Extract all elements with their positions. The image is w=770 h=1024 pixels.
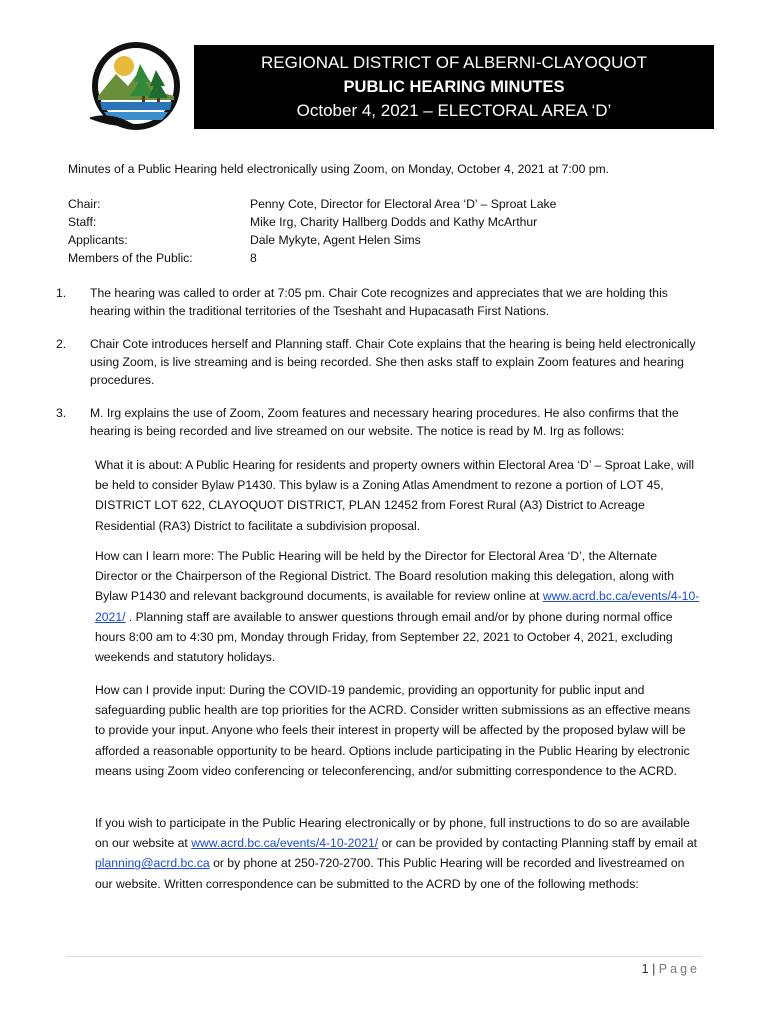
item-text-2: Chair Cote introduces herself and Planning staff. Chair Cote explains that the hearing is being held electronically using Zoom, is live streaming and is being recorded. She then asks staff to explain Zoom features and hearing procedures.: [90, 337, 696, 387]
item-number-3: 3.: [56, 406, 67, 420]
events-link-2[interactable]: www.acrd.bc.ca/events/4-10-2021/: [191, 836, 379, 851]
attendee-label-public: Members of the Public:: [68, 251, 193, 265]
attendee-label-applicants: Applicants:: [68, 233, 128, 247]
attendee-label-staff: Staff:: [68, 215, 97, 229]
attendee-value-staff: Mike Irg, Charity Hallberg Dodds and Kathy McArthur: [250, 215, 538, 229]
attendee-label-chair: Chair:: [68, 197, 101, 211]
item-number-1: 1.: [56, 286, 67, 300]
notice-learn-paragraph: [95, 546, 700, 667]
org-title: REGIONAL DISTRICT OF ALBERNI-CLAYOQUOT: [260, 53, 648, 72]
notice-learn-text-a: How can I learn more: The Public Hearing will be held by the Director for Electoral Area ‘D’, the Alternate Director or the Chairperson of the Regional District. The Board resolution making this delegation, along with Bylaw P1430 and relevant background documents, is available for review online at: [95, 549, 674, 604]
attendee-value-public: 8: [250, 251, 257, 265]
intro-paragraph: Minutes of a Public Hearing held electronically using Zoom, on Monday, October 4, 2021 at 7:00 pm.: [68, 162, 610, 176]
notice-input-paragraph: How can I provide input: During the COVID-19 pandemic, providing an opportunity for public input and safeguarding public health are top priorities for the ACRD. Consider written submissions as an effective means to provide your input. Anyone who feels their interest in property will be affected by the proposed bylaw will be afforded a reasonable opportunity to be heard. Options include participating in the Public Hearing by electronic means using Zoom video conferencing or teleconferencing, and/or submitting correspondence to the ACRD.: [95, 683, 691, 778]
footer-divider: [66, 956, 702, 957]
notice-learn-text-b: . Planning staff are available to answer questions through email and/or by phone during normal office hours 8:00 am to 4:30 pm, Monday through Friday, from September 22, 2021 to October 4, 2021, excluding weekends and statutory holidays.: [95, 609, 673, 665]
notice-what-paragraph: What it is about: A Public Hearing for residents and property owners within Electoral Area ‘D’ – Sproat Lake, will be held to consider Bylaw P1430. This bylaw is a Zoning Atlas Amendment to rezone a portion of LOT 45, DISTRICT LOT 622, CLAYOQUOT DISTRICT, PLAN 12452 from Forest Rural (A3) District to Acreage Residential (RA3) District to facilitate a subdivision proposal.: [95, 458, 695, 533]
notice-participate-text-c: or by phone at 250-720-2700. This Public Hearing will be recorded and livestreamed on our website. Written correspondence can be submitted to the ACRD by one of the following methods:: [95, 856, 685, 891]
planning-email-link[interactable]: planning@acrd.bc.ca: [95, 856, 210, 871]
attendee-value-applicants: Dale Mykyte, Agent Helen Sims: [250, 233, 421, 247]
acrd-logo: [90, 40, 182, 132]
attendee-value-chair: Penny Cote, Director for Electoral Area ‘D’ – Sproat Lake: [250, 197, 557, 211]
page-separator: |: [648, 962, 659, 976]
doc-title: PUBLIC HEARING MINUTES: [343, 78, 565, 96]
notice-participate-paragraph: [95, 813, 700, 894]
item-number-2: 2.: [56, 337, 67, 351]
notice-participate-text-b: or can be provided by contacting Planning staff by email at: [378, 836, 698, 851]
item-text-1: The hearing was called to order at 7:05 pm. Chair Cote recognizes and appreciates that we are holding this hearing within the traditional territories of the Tseshaht and Hupacasath First Nations.: [90, 286, 668, 318]
doc-date: October 4, 2021 – ELECTORAL AREA ‘D’: [296, 101, 612, 120]
title-banner: [194, 45, 714, 129]
events-link[interactable]: www.acrd.bc.ca/events/4-10-2021/: [95, 589, 700, 624]
page-number: 1: [641, 962, 649, 976]
item-text-3: M. Irg explains the use of Zoom, Zoom features and necessary hearing procedures. He also confirms that the hearing is being recorded and live streamed on our website. The notice is read by M. Irg as follows:: [90, 406, 679, 438]
page-word: Page: [658, 962, 700, 976]
notice-participate-text-a: If you wish to participate in the Public Hearing electronically or by phone, full instructions to do so are available on our website at: [95, 816, 690, 851]
page-footer: [642, 962, 700, 976]
